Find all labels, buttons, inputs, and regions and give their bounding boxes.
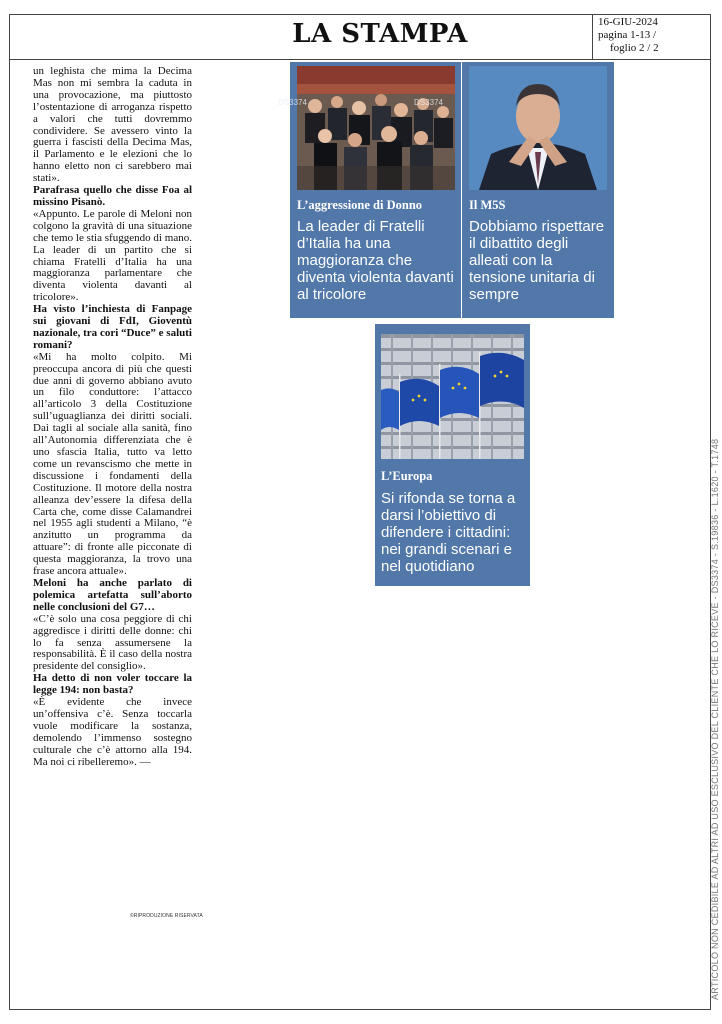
interview-question: Meloni ha anche parlato di polemica artefatta sull’aborto nelle conclusioni del G7… [33,576,192,613]
page-range: pagina 1-13 / [598,29,657,41]
masthead: LA STAMPA [292,19,468,49]
card-europa [375,324,530,586]
article-paragraph: «C’è solo una cosa peggiore di chi aggredisce i diritti delle donne: chi lo fa senza assumersene la responsabilità. È il caso della nostra presidente del consiglio». [33,612,192,673]
interview-question: Parafrasa quello che disse Foa al missino Pisanò. [33,184,192,208]
photo-watermark: DS3374 [414,98,443,107]
card-quote: Si rifonda se torna a darsi l’obiettivo di difendere i cittadini: nei grandi scenari e nel quotidiano [381,490,516,575]
article-paragraph: «Mi ha molto colpito. Mi preoccupa ancora di più che questi due anni di governo abbiano avuto un filo conduttore: l’attacco all’articolo 3 della Costituzione sull’uguaglianza dei diritti sociali. Dai tagli al sociale alla sanità, fino all’Autonomia differenziata che è uno sfascia Italia, tutto va letto come un revanscismo che mette in discussione i fondamenti della Costituzione. Il motore della nostra alleanza dev’essere la difesa della Carta che, come disse Calamandrei nel 1955 agli studenti a Milano, “è anzitutto un programma da attuare”: di fronte alle picconate di questa maggioranza, la trovo una frase ancora attuale». [33,350,192,578]
issue-info [598,16,708,55]
politician-portrait-photo [469,66,607,190]
sidebar-notice-text: ARTICOLO NON CEDIBILE AD ALTRI AD USO ESCLUSIVO DEL CLIENTE CHE LO RICEVE - DS3374 - S.19836 - L.1620 - T.1748 [710,438,720,1000]
photo-watermark: DS3374 [278,98,307,107]
sheet-number: foglio 2 / 2 [610,42,659,54]
card-quote: La leader di Fratelli d’Italia ha una maggioranza che diventa violenta davanti al tricolore [297,218,454,303]
eu-flags-photo [381,334,524,459]
sidebar-notice [708,150,722,1000]
card-quote: Dobbiamo rispettare il dibattito degli alleati con la tensione unitaria di sempre [469,218,605,303]
interview-question: Ha detto di non voler toccare la legge 194: non basta? [33,672,192,697]
interview-question: Ha visto l’inchiesta di Fanpage sui giovani di FdI, Gioventù nazionale, tra cori “Duce” e saluti romani? [33,303,192,351]
article-column [33,66,192,768]
card-title: L’Europa [381,469,433,483]
card-m5s [414,62,614,318]
parliament-scuffle-photo [297,66,455,190]
card-title: Il M5S [469,198,506,212]
copyright-notice: ©RIPRODUZIONE RISERVATA [130,913,203,919]
header-vertical-divider [592,14,593,60]
article-paragraph: «È evidente che invece un’offensiva c’è. Senza toccarla vuole modificare la sostanza, demolendo l’immenso sostegno culturale che c’è attorno alla 194. Ma noi ci ribelleremo». — [33,696,192,768]
issue-date: 16-GIU-2024 [598,16,658,28]
article-paragraph: un leghista che mima la Decima Mas non mi sembra la caduta in una provocazione, ma piuttosto l’ostentazione di arroganza rispetto a valori che tutti dovremmo condividere. Se avessero vinto la guerra i fascisti della Decima Mas, il Parlamento e le elezioni che lo hanno eletto non ci sarebbero mai stati». [33,65,192,185]
header-divider [9,59,711,60]
card-title: L’aggressione di Donno [297,198,423,212]
article-paragraph: «Appunto. Le parole di Meloni non colgono la gravità di una situazione che temo le stia sfuggendo di mano. La leader di un partito che si chiama Fratelli d’Italia ha una maggioranza parlamentare che diventa violenta davanti al tricolore». [33,207,192,304]
